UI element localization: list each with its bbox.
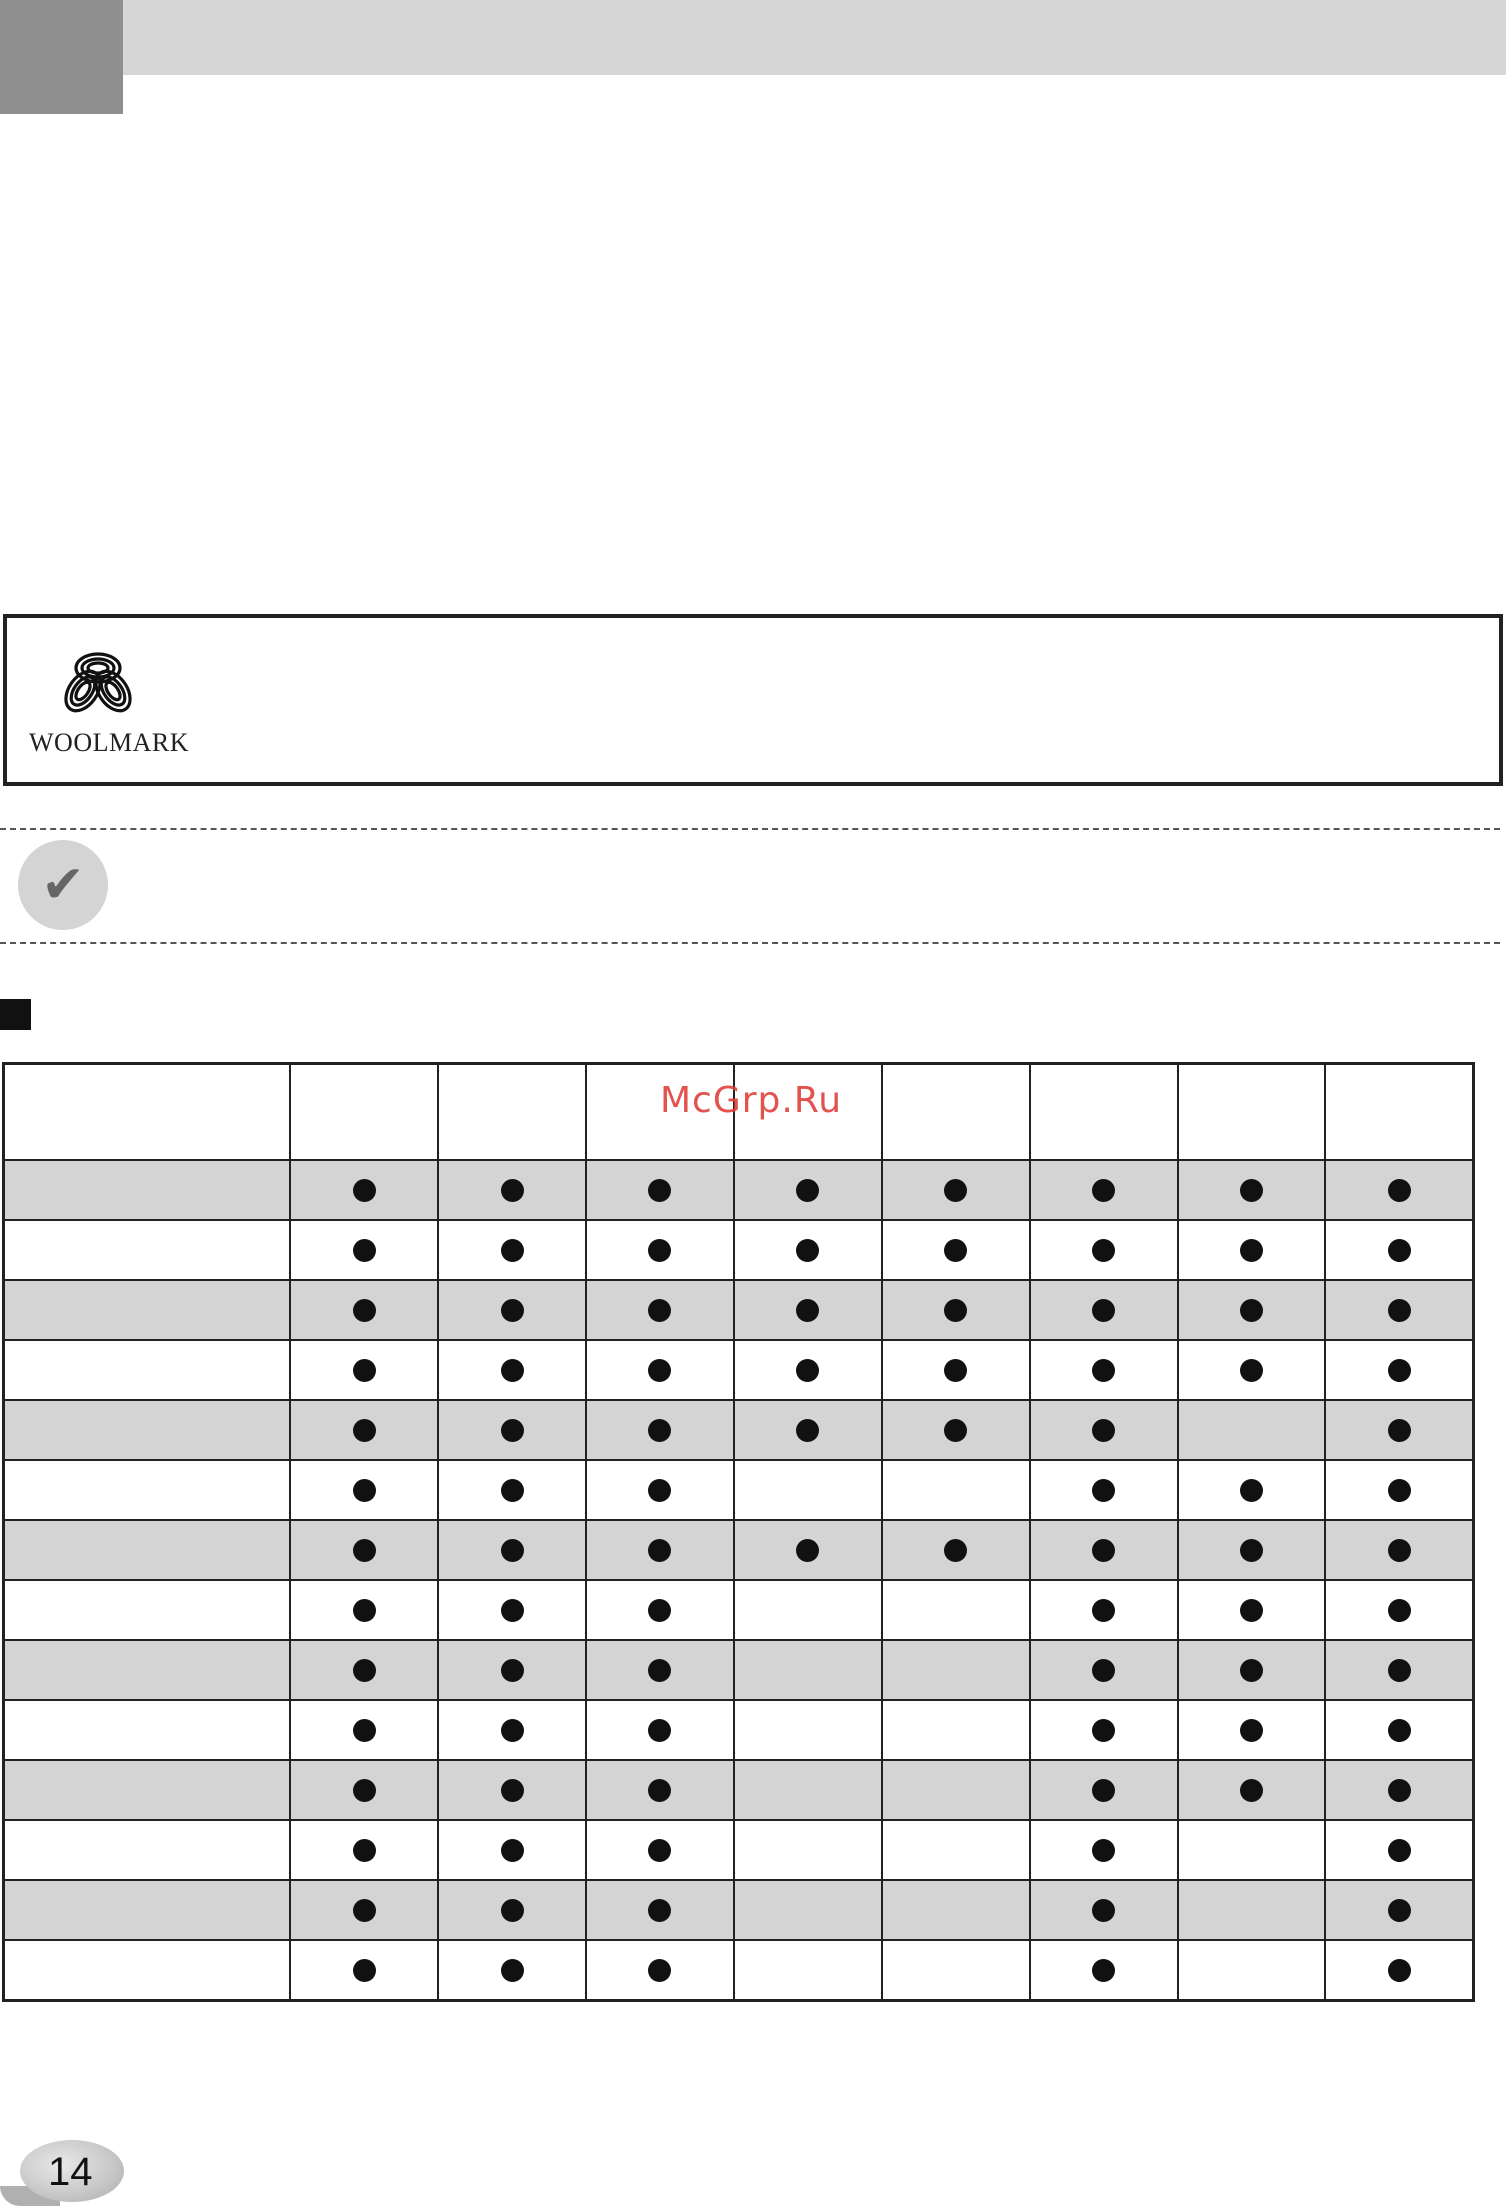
compat-dot-icon <box>1388 1779 1411 1802</box>
compat-dot-icon <box>1092 1959 1115 1982</box>
table-cell <box>586 1820 734 1880</box>
table-cell <box>438 1760 586 1820</box>
compat-dot-icon <box>1240 1179 1263 1202</box>
table-cell <box>586 1160 734 1220</box>
compat-dot-icon <box>353 1359 376 1382</box>
table-cell <box>1030 1520 1178 1580</box>
table-cell <box>734 1580 882 1640</box>
table-row-label-cell <box>4 1760 291 1820</box>
compat-dot-icon <box>944 1539 967 1562</box>
table-cell <box>1030 1760 1178 1820</box>
table-cell <box>882 1700 1030 1760</box>
table-row-label-cell <box>4 1340 291 1400</box>
table-cell <box>1325 1220 1473 1280</box>
table-row-label-cell <box>4 1160 291 1220</box>
table-cell <box>290 1640 438 1700</box>
compat-dot-icon <box>501 1839 524 1862</box>
table-cell <box>438 1220 586 1280</box>
table-header-label-cell <box>4 1064 291 1161</box>
header-bar <box>123 0 1506 75</box>
table-cell <box>734 1760 882 1820</box>
table-row <box>4 1580 1474 1640</box>
compat-dot-icon <box>796 1239 819 1262</box>
table-cell <box>438 1580 586 1640</box>
table-cell <box>586 1880 734 1940</box>
compat-dot-icon <box>1092 1419 1115 1442</box>
compat-dot-icon <box>648 1539 671 1562</box>
table-cell <box>1030 1220 1178 1280</box>
compat-dot-icon <box>1092 1719 1115 1742</box>
table-cell <box>1325 1400 1473 1460</box>
compat-dot-icon <box>1092 1659 1115 1682</box>
compat-dot-icon <box>1092 1299 1115 1322</box>
table-cell <box>1325 1460 1473 1520</box>
dashed-divider-top <box>0 828 1500 830</box>
compat-dot-icon <box>648 1719 671 1742</box>
table-cell <box>438 1400 586 1460</box>
table-cell <box>1030 1700 1178 1760</box>
compat-dot-icon <box>1388 1659 1411 1682</box>
table-cell <box>734 1700 882 1760</box>
woolmark-brand-text: WOOLMARK <box>29 728 189 757</box>
table-cell <box>586 1520 734 1580</box>
table-cell <box>1178 1760 1326 1820</box>
compat-dot-icon <box>648 1839 671 1862</box>
table-cell <box>882 1640 1030 1700</box>
table-cell <box>586 1460 734 1520</box>
table-cell <box>1030 1820 1178 1880</box>
compat-dot-icon <box>1388 1719 1411 1742</box>
table-cell <box>1178 1520 1326 1580</box>
compat-dot-icon <box>1388 1539 1411 1562</box>
table-row-label-cell <box>4 1880 291 1940</box>
table-cell <box>1178 1700 1326 1760</box>
compat-dot-icon <box>796 1419 819 1442</box>
compat-dot-icon <box>796 1539 819 1562</box>
compat-dot-icon <box>796 1179 819 1202</box>
compat-dot-icon <box>648 1479 671 1502</box>
compat-dot-icon <box>648 1779 671 1802</box>
table-cell <box>438 1280 586 1340</box>
compat-dot-icon <box>501 1299 524 1322</box>
table-cell <box>734 1460 882 1520</box>
compat-dot-icon <box>648 1419 671 1442</box>
compat-dot-icon <box>501 1419 524 1442</box>
table-cell <box>586 1760 734 1820</box>
table-cell <box>438 1460 586 1520</box>
table-cell <box>1030 1400 1178 1460</box>
compat-dot-icon <box>1092 1359 1115 1382</box>
table-row-label-cell <box>4 1700 291 1760</box>
table-cell <box>882 1220 1030 1280</box>
table-cell <box>1178 1340 1326 1400</box>
compat-dot-icon <box>1240 1719 1263 1742</box>
compat-dot-icon <box>1388 1419 1411 1442</box>
watermark: McGrp.Ru <box>660 1080 843 1121</box>
compat-dot-icon <box>1240 1299 1263 1322</box>
compat-dot-icon <box>1240 1479 1263 1502</box>
table-cell <box>438 1940 586 2001</box>
table-cell <box>290 1700 438 1760</box>
compat-dot-icon <box>353 1479 376 1502</box>
table-row <box>4 1160 1474 1220</box>
table-cell <box>1325 1940 1473 2001</box>
table-cell <box>882 1280 1030 1340</box>
table-cell <box>586 1340 734 1400</box>
table-cell <box>1178 1820 1326 1880</box>
table-cell <box>1325 1820 1473 1880</box>
table-row <box>4 1640 1474 1700</box>
table-row <box>4 1820 1474 1880</box>
table-cell <box>734 1220 882 1280</box>
table-row-label-cell <box>4 1520 291 1580</box>
compat-dot-icon <box>353 1899 376 1922</box>
compat-dot-icon <box>648 1959 671 1982</box>
table-cell <box>882 1460 1030 1520</box>
compat-dot-icon <box>1092 1539 1115 1562</box>
table-cell <box>290 1760 438 1820</box>
table-cell <box>1178 1220 1326 1280</box>
compat-dot-icon <box>944 1239 967 1262</box>
table-cell <box>438 1160 586 1220</box>
table-cell <box>1030 1880 1178 1940</box>
compat-dot-icon <box>353 1419 376 1442</box>
table-cell <box>734 1940 882 2001</box>
table-cell <box>1178 1460 1326 1520</box>
compat-dot-icon <box>648 1599 671 1622</box>
table-cell <box>882 1760 1030 1820</box>
table-cell <box>290 1580 438 1640</box>
woolmark-logo <box>53 636 143 726</box>
table-row-label-cell <box>4 1220 291 1280</box>
compat-dot-icon <box>1388 1839 1411 1862</box>
table-cell <box>734 1820 882 1880</box>
table-cell <box>734 1520 882 1580</box>
table-cell <box>734 1340 882 1400</box>
table-cell <box>882 1940 1030 2001</box>
table-cell <box>1030 1160 1178 1220</box>
table-cell <box>1030 1460 1178 1520</box>
table-cell <box>1325 1580 1473 1640</box>
table-header-cell <box>438 1064 586 1161</box>
table-cell <box>1030 1640 1178 1700</box>
table-cell <box>1178 1880 1326 1940</box>
compat-dot-icon <box>1388 1899 1411 1922</box>
table-row <box>4 1220 1474 1280</box>
table-cell <box>290 1220 438 1280</box>
table-row <box>4 1460 1474 1520</box>
compat-dot-icon <box>1240 1359 1263 1382</box>
compat-dot-icon <box>796 1359 819 1382</box>
header-square <box>0 0 123 114</box>
table-cell <box>438 1640 586 1700</box>
compat-dot-icon <box>353 1179 376 1202</box>
compat-dot-icon <box>353 1779 376 1802</box>
table-cell <box>586 1220 734 1280</box>
table-cell <box>1325 1760 1473 1820</box>
table-row <box>4 1520 1474 1580</box>
table-cell <box>438 1520 586 1580</box>
compat-dot-icon <box>353 1539 376 1562</box>
compat-dot-icon <box>501 1239 524 1262</box>
compat-dot-icon <box>501 1659 524 1682</box>
compat-dot-icon <box>1240 1779 1263 1802</box>
compat-dot-icon <box>353 1599 376 1622</box>
table-row-label-cell <box>4 1280 291 1340</box>
table-cell <box>1178 1940 1326 2001</box>
table-cell <box>290 1160 438 1220</box>
compat-dot-icon <box>648 1179 671 1202</box>
compat-dot-icon <box>1388 1359 1411 1382</box>
table-cell <box>1325 1640 1473 1700</box>
compat-dot-icon <box>1388 1179 1411 1202</box>
compat-dot-icon <box>1092 1179 1115 1202</box>
compat-dot-icon <box>1388 1299 1411 1322</box>
compat-dot-icon <box>1240 1239 1263 1262</box>
table-cell <box>1325 1700 1473 1760</box>
table-cell <box>734 1280 882 1340</box>
compatibility-table <box>2 1062 1475 2002</box>
compat-dot-icon <box>1388 1599 1411 1622</box>
table-cell <box>290 1940 438 2001</box>
compat-dot-icon <box>353 1839 376 1862</box>
table-header-cell <box>1030 1064 1178 1161</box>
compat-dot-icon <box>1092 1599 1115 1622</box>
compat-dot-icon <box>501 1959 524 1982</box>
table-cell <box>734 1160 882 1220</box>
compat-dot-icon <box>648 1239 671 1262</box>
compat-dot-icon <box>1092 1899 1115 1922</box>
table-cell <box>290 1340 438 1400</box>
compat-dot-icon <box>501 1599 524 1622</box>
table-cell <box>438 1340 586 1400</box>
compat-dot-icon <box>796 1299 819 1322</box>
table-cell <box>1325 1160 1473 1220</box>
compat-dot-icon <box>648 1359 671 1382</box>
table-header-cell <box>882 1064 1030 1161</box>
compat-dot-icon <box>1388 1479 1411 1502</box>
table-row <box>4 1400 1474 1460</box>
compat-dot-icon <box>353 1299 376 1322</box>
check-icon: ✔ <box>18 840 108 930</box>
table-cell <box>882 1520 1030 1580</box>
table-cell <box>882 1160 1030 1220</box>
table-row <box>4 1880 1474 1940</box>
section-bullet <box>0 999 31 1030</box>
compat-dot-icon <box>1388 1239 1411 1262</box>
compat-dot-icon <box>1092 1239 1115 1262</box>
compat-dot-icon <box>944 1179 967 1202</box>
table-row-label-cell <box>4 1640 291 1700</box>
table-cell <box>1030 1580 1178 1640</box>
compat-dot-icon <box>353 1719 376 1742</box>
table-cell <box>1325 1520 1473 1580</box>
table-cell <box>438 1880 586 1940</box>
compat-dot-icon <box>501 1359 524 1382</box>
table-cell <box>586 1580 734 1640</box>
compat-dot-icon <box>501 1179 524 1202</box>
compat-dot-icon <box>648 1899 671 1922</box>
table-cell <box>1030 1280 1178 1340</box>
table-cell <box>290 1400 438 1460</box>
table-cell <box>586 1400 734 1460</box>
table-cell <box>734 1400 882 1460</box>
compat-dot-icon <box>1240 1599 1263 1622</box>
compat-dot-icon <box>501 1779 524 1802</box>
compat-dot-icon <box>944 1359 967 1382</box>
compat-dot-icon <box>353 1659 376 1682</box>
compat-dot-icon <box>1092 1479 1115 1502</box>
table-row-label-cell <box>4 1460 291 1520</box>
table-cell <box>290 1280 438 1340</box>
table-cell <box>1178 1580 1326 1640</box>
compat-dot-icon <box>944 1419 967 1442</box>
table-cell <box>438 1820 586 1880</box>
compat-dot-icon <box>1092 1839 1115 1862</box>
compat-dot-icon <box>501 1719 524 1742</box>
table-cell <box>882 1820 1030 1880</box>
table-header-cell <box>290 1064 438 1161</box>
table-cell <box>586 1640 734 1700</box>
table-cell <box>882 1340 1030 1400</box>
table-cell <box>1030 1340 1178 1400</box>
table-cell <box>438 1700 586 1760</box>
compat-dot-icon <box>1240 1539 1263 1562</box>
compat-dot-icon <box>648 1659 671 1682</box>
table-cell <box>882 1580 1030 1640</box>
table-row <box>4 1760 1474 1820</box>
table-row <box>4 1700 1474 1760</box>
table-cell <box>1325 1880 1473 1940</box>
compat-dot-icon <box>1092 1779 1115 1802</box>
table-cell <box>1178 1400 1326 1460</box>
compat-dot-icon <box>944 1299 967 1322</box>
table-row-label-cell <box>4 1580 291 1640</box>
table-cell <box>1325 1280 1473 1340</box>
compat-dot-icon <box>1240 1659 1263 1682</box>
table-cell <box>882 1400 1030 1460</box>
compat-dot-icon <box>501 1899 524 1922</box>
table-cell <box>882 1880 1030 1940</box>
table-row <box>4 1280 1474 1340</box>
table-cell <box>290 1460 438 1520</box>
page-number: 14 <box>48 2150 93 2194</box>
table-cell <box>734 1880 882 1940</box>
table-cell <box>586 1940 734 2001</box>
table-header-cell <box>1178 1064 1326 1161</box>
table-row-label-cell <box>4 1940 291 2001</box>
table-cell <box>290 1520 438 1580</box>
table-cell <box>1030 1940 1178 2001</box>
woolmark-box <box>3 614 1503 786</box>
table-cell <box>290 1820 438 1880</box>
compat-dot-icon <box>501 1479 524 1502</box>
compat-dot-icon <box>501 1539 524 1562</box>
table-row-label-cell <box>4 1820 291 1880</box>
compat-dot-icon <box>353 1959 376 1982</box>
compat-dot-icon <box>1388 1959 1411 1982</box>
compat-dot-icon <box>648 1299 671 1322</box>
table-cell <box>586 1280 734 1340</box>
table-row-label-cell <box>4 1400 291 1460</box>
table-cell <box>1325 1340 1473 1400</box>
table-header-cell <box>1325 1064 1473 1161</box>
dashed-divider-bottom <box>0 942 1500 944</box>
table-cell <box>290 1880 438 1940</box>
compat-dot-icon <box>353 1239 376 1262</box>
table-cell <box>734 1640 882 1700</box>
table-cell <box>1178 1160 1326 1220</box>
table-row <box>4 1940 1474 2001</box>
table-row <box>4 1340 1474 1400</box>
table-cell <box>1178 1640 1326 1700</box>
table-cell <box>1178 1280 1326 1340</box>
table-cell <box>586 1700 734 1760</box>
